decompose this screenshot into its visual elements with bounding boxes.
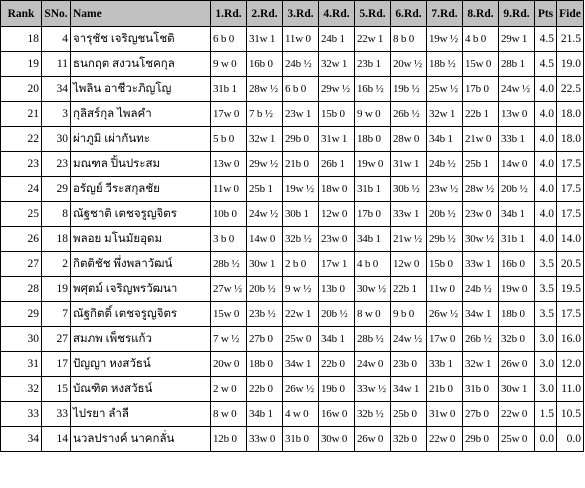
round-9-cell: 30w 1	[499, 377, 535, 402]
player-name-cell: ไพลิน อาชีวะภิญโญ	[71, 77, 211, 102]
sno-cell: 29	[42, 177, 71, 202]
player-name-cell: บัณฑิต หงสวัธน์	[71, 377, 211, 402]
sno-cell: 11	[42, 52, 71, 77]
points-cell: 4.0	[535, 77, 557, 102]
round-8-cell: 28w ½	[463, 177, 499, 202]
fide-cell: 17.5	[557, 202, 584, 227]
round-5-cell: 31b 1	[355, 177, 391, 202]
round-3-cell: 19w ½	[283, 177, 319, 202]
round-9-cell: 18b 0	[499, 302, 535, 327]
round-8-cell: 27b 0	[463, 402, 499, 427]
column-header-round-4: 4.Rd.	[319, 1, 355, 27]
sno-cell: 2	[42, 252, 71, 277]
sno-cell: 3	[42, 102, 71, 127]
round-5-cell: 32b ½	[355, 402, 391, 427]
sno-cell: 4	[42, 27, 71, 52]
round-2-cell: 30w 1	[247, 252, 283, 277]
points-cell: 3.0	[535, 327, 557, 352]
round-8-cell: 32w 1	[463, 352, 499, 377]
round-2-cell: 20b ½	[247, 277, 283, 302]
round-7-cell: 22w 0	[427, 427, 463, 452]
column-header-sno: SNo.	[42, 1, 71, 27]
round-7-cell: 24b ½	[427, 152, 463, 177]
rank-cell: 28	[1, 277, 42, 302]
round-3-cell: 29b 0	[283, 127, 319, 152]
rank-cell: 30	[1, 327, 42, 352]
sno-cell: 27	[42, 327, 71, 352]
sno-cell: 18	[42, 227, 71, 252]
round-6-cell: 8 b 0	[391, 27, 427, 52]
round-3-cell: 25w 0	[283, 327, 319, 352]
table-row	[1, 252, 584, 277]
round-1-cell: 17w 0	[211, 102, 247, 127]
round-7-cell: 29b ½	[427, 227, 463, 252]
rank-cell: 23	[1, 152, 42, 177]
round-4-cell: 19b 0	[319, 377, 355, 402]
round-8-cell: 15w 0	[463, 52, 499, 77]
points-cell: 4.0	[535, 102, 557, 127]
table-row	[1, 302, 584, 327]
table-row	[1, 27, 584, 52]
round-8-cell: 33w 1	[463, 252, 499, 277]
rank-cell: 32	[1, 377, 42, 402]
round-1-cell: 28b ½	[211, 252, 247, 277]
player-name-cell: ณัฐกิตติ์ เตชจรูญจิตร	[71, 302, 211, 327]
round-6-cell: 19b ½	[391, 77, 427, 102]
column-header-round-5: 5.Rd.	[355, 1, 391, 27]
round-6-cell: 12w 0	[391, 252, 427, 277]
table-row	[1, 102, 584, 127]
round-4-cell: 31w 1	[319, 127, 355, 152]
sno-cell: 8	[42, 202, 71, 227]
round-6-cell: 30b ½	[391, 177, 427, 202]
round-2-cell: 32w 1	[247, 127, 283, 152]
round-8-cell: 24b ½	[463, 277, 499, 302]
round-5-cell: 30w ½	[355, 277, 391, 302]
round-1-cell: 15w 0	[211, 302, 247, 327]
round-5-cell: 16b ½	[355, 77, 391, 102]
round-8-cell: 23w 0	[463, 202, 499, 227]
sno-cell: 15	[42, 377, 71, 402]
round-9-cell: 14w 0	[499, 152, 535, 177]
player-name-cell: ผ่าภูมิ เผ่ากันทะ	[71, 127, 211, 152]
round-4-cell: 22b 0	[319, 352, 355, 377]
round-6-cell: 21w ½	[391, 227, 427, 252]
round-1-cell: 13w 0	[211, 152, 247, 177]
column-header-pts: Pts	[535, 1, 557, 27]
round-6-cell: 33w 1	[391, 202, 427, 227]
fide-cell: 11.0	[557, 377, 584, 402]
round-4-cell: 15b 0	[319, 102, 355, 127]
points-cell: 4.0	[535, 127, 557, 152]
rank-cell: 24	[1, 177, 42, 202]
column-header-round-8: 8.Rd.	[463, 1, 499, 27]
round-1-cell: 7 w ½	[211, 327, 247, 352]
rank-cell: 29	[1, 302, 42, 327]
round-4-cell: 24b 1	[319, 27, 355, 52]
fide-cell: 16.0	[557, 327, 584, 352]
fide-cell: 18.0	[557, 102, 584, 127]
fide-cell: 17.5	[557, 177, 584, 202]
round-8-cell: 26b ½	[463, 327, 499, 352]
round-1-cell: 12b 0	[211, 427, 247, 452]
round-8-cell: 29b 0	[463, 427, 499, 452]
round-9-cell: 19w 0	[499, 277, 535, 302]
round-2-cell: 33w 0	[247, 427, 283, 452]
round-6-cell: 34w 1	[391, 377, 427, 402]
round-3-cell: 4 w 0	[283, 402, 319, 427]
player-name-cell: มณฑล ปิ้นประสม	[71, 152, 211, 177]
round-9-cell: 16b 0	[499, 252, 535, 277]
round-7-cell: 21b 0	[427, 377, 463, 402]
round-6-cell: 26b ½	[391, 102, 427, 127]
column-header-round-9: 9.Rd.	[499, 1, 535, 27]
round-9-cell: 29w 1	[499, 27, 535, 52]
round-3-cell: 23w 1	[283, 102, 319, 127]
round-4-cell: 13b 0	[319, 277, 355, 302]
round-3-cell: 32b ½	[283, 227, 319, 252]
round-6-cell: 25b 0	[391, 402, 427, 427]
table-row	[1, 352, 584, 377]
round-6-cell: 9 b 0	[391, 302, 427, 327]
table-row	[1, 202, 584, 227]
round-3-cell: 9 w ½	[283, 277, 319, 302]
fide-cell: 17.5	[557, 152, 584, 177]
fide-cell: 20.5	[557, 252, 584, 277]
round-9-cell: 22w 0	[499, 402, 535, 427]
fide-cell: 22.5	[557, 77, 584, 102]
fide-cell: 19.5	[557, 277, 584, 302]
points-cell: 3.0	[535, 352, 557, 377]
sno-cell: 7	[42, 302, 71, 327]
column-header-round-2: 2.Rd.	[247, 1, 283, 27]
rank-cell: 27	[1, 252, 42, 277]
table-row	[1, 152, 584, 177]
round-2-cell: 18b 0	[247, 352, 283, 377]
round-1-cell: 2 w 0	[211, 377, 247, 402]
round-2-cell: 7 b ½	[247, 102, 283, 127]
sno-cell: 14	[42, 427, 71, 452]
round-4-cell: 20b ½	[319, 302, 355, 327]
round-5-cell: 19w 0	[355, 152, 391, 177]
player-name-cell: ปัญญา หงสวัธน์	[71, 352, 211, 377]
round-2-cell: 16b 0	[247, 52, 283, 77]
round-7-cell: 18b ½	[427, 52, 463, 77]
fide-cell: 21.5	[557, 27, 584, 52]
round-8-cell: 31b 0	[463, 377, 499, 402]
round-6-cell: 31w 1	[391, 152, 427, 177]
round-7-cell: 32w 1	[427, 102, 463, 127]
round-5-cell: 8 w 0	[355, 302, 391, 327]
column-header-round-1: 1.Rd.	[211, 1, 247, 27]
table-row	[1, 177, 584, 202]
round-5-cell: 9 w 0	[355, 102, 391, 127]
column-header-fide: Fide	[557, 1, 584, 27]
player-name-cell: สมภพ เพ็ชรแก้ว	[71, 327, 211, 352]
round-2-cell: 23b ½	[247, 302, 283, 327]
round-5-cell: 23b 1	[355, 52, 391, 77]
sno-cell: 23	[42, 152, 71, 177]
round-2-cell: 31w 1	[247, 27, 283, 52]
round-3-cell: 6 b 0	[283, 77, 319, 102]
points-cell: 4.0	[535, 202, 557, 227]
round-6-cell: 20w ½	[391, 52, 427, 77]
round-2-cell: 22b 0	[247, 377, 283, 402]
round-9-cell: 24w ½	[499, 77, 535, 102]
points-cell: 1.5	[535, 402, 557, 427]
round-7-cell: 11w 0	[427, 277, 463, 302]
column-header-rank: Rank	[1, 1, 42, 27]
rank-cell: 25	[1, 202, 42, 227]
round-9-cell: 25w 0	[499, 427, 535, 452]
points-cell: 4.0	[535, 177, 557, 202]
round-9-cell: 33b 1	[499, 127, 535, 152]
round-5-cell: 34b 1	[355, 227, 391, 252]
fide-cell: 10.5	[557, 402, 584, 427]
round-3-cell: 21b 0	[283, 152, 319, 177]
round-5-cell: 18b 0	[355, 127, 391, 152]
table-row	[1, 277, 584, 302]
round-8-cell: 30w ½	[463, 227, 499, 252]
round-1-cell: 9 w 0	[211, 52, 247, 77]
round-7-cell: 19w ½	[427, 27, 463, 52]
rank-cell: 34	[1, 427, 42, 452]
round-4-cell: 32w 1	[319, 52, 355, 77]
round-3-cell: 34w 1	[283, 352, 319, 377]
round-3-cell: 26w ½	[283, 377, 319, 402]
round-1-cell: 3 b 0	[211, 227, 247, 252]
round-1-cell: 5 b 0	[211, 127, 247, 152]
round-5-cell: 4 b 0	[355, 252, 391, 277]
fide-cell: 0.0	[557, 427, 584, 452]
sno-cell: 30	[42, 127, 71, 152]
column-header-name: Name	[71, 1, 211, 27]
table-row	[1, 402, 584, 427]
sno-cell: 33	[42, 402, 71, 427]
round-9-cell: 26w 0	[499, 352, 535, 377]
round-4-cell: 17w 1	[319, 252, 355, 277]
round-4-cell: 34b 1	[319, 327, 355, 352]
column-header-round-6: 6.Rd.	[391, 1, 427, 27]
player-name-cell: จารุชัช เจริญชนโชติ	[71, 27, 211, 52]
table-body	[1, 27, 584, 452]
round-7-cell: 15b 0	[427, 252, 463, 277]
points-cell: 3.0	[535, 377, 557, 402]
player-name-cell: พศุตม์ เจริญพรวัฒนา	[71, 277, 211, 302]
round-9-cell: 32b 0	[499, 327, 535, 352]
round-5-cell: 33w ½	[355, 377, 391, 402]
rank-cell: 26	[1, 227, 42, 252]
round-4-cell: 23w 0	[319, 227, 355, 252]
rank-cell: 22	[1, 127, 42, 152]
player-name-cell: กิตติชัช พึ่งพลาวัฒน์	[71, 252, 211, 277]
points-cell: 3.5	[535, 302, 557, 327]
player-name-cell: อรัญย์ วีระสกุลชัย	[71, 177, 211, 202]
fide-cell: 19.0	[557, 52, 584, 77]
round-3-cell: 24b ½	[283, 52, 319, 77]
round-8-cell: 25b 1	[463, 152, 499, 177]
round-5-cell: 26w 0	[355, 427, 391, 452]
round-3-cell: 30b 1	[283, 202, 319, 227]
rank-cell: 20	[1, 77, 42, 102]
column-header-round-7: 7.Rd.	[427, 1, 463, 27]
round-6-cell: 22b 1	[391, 277, 427, 302]
round-3-cell: 31b 0	[283, 427, 319, 452]
player-name-cell: ณัฐชาติ เตชจรูญจิตร	[71, 202, 211, 227]
table-row	[1, 227, 584, 252]
round-8-cell: 4 b 0	[463, 27, 499, 52]
round-1-cell: 20w 0	[211, 352, 247, 377]
points-cell: 4.5	[535, 27, 557, 52]
round-3-cell: 2 b 0	[283, 252, 319, 277]
round-4-cell: 12w 0	[319, 202, 355, 227]
rank-cell: 19	[1, 52, 42, 77]
round-5-cell: 22w 1	[355, 27, 391, 52]
round-2-cell: 34b 1	[247, 402, 283, 427]
fide-cell: 17.5	[557, 302, 584, 327]
rank-cell: 21	[1, 102, 42, 127]
round-9-cell: 20b ½	[499, 177, 535, 202]
round-6-cell: 24w ½	[391, 327, 427, 352]
fide-cell: 12.0	[557, 352, 584, 377]
round-8-cell: 22b 1	[463, 102, 499, 127]
round-9-cell: 13w 0	[499, 102, 535, 127]
sno-cell: 19	[42, 277, 71, 302]
table-row	[1, 77, 584, 102]
round-4-cell: 16w 0	[319, 402, 355, 427]
rank-cell: 18	[1, 27, 42, 52]
points-cell: 4.0	[535, 227, 557, 252]
round-1-cell: 31b 1	[211, 77, 247, 102]
round-2-cell: 28w ½	[247, 77, 283, 102]
player-name-cell: ไปรยา ลำลี	[71, 402, 211, 427]
table-row	[1, 52, 584, 77]
points-cell: 4.0	[535, 152, 557, 177]
round-3-cell: 22w 1	[283, 302, 319, 327]
table-row	[1, 127, 584, 152]
round-8-cell: 17b 0	[463, 77, 499, 102]
column-header-round-3: 3.Rd.	[283, 1, 319, 27]
player-name-cell: นวลปรางค์ นาคกลั่น	[71, 427, 211, 452]
round-6-cell: 28w 0	[391, 127, 427, 152]
round-5-cell: 17b 0	[355, 202, 391, 227]
round-5-cell: 28b ½	[355, 327, 391, 352]
round-5-cell: 24w 0	[355, 352, 391, 377]
round-4-cell: 26b 1	[319, 152, 355, 177]
sno-cell: 34	[42, 77, 71, 102]
points-cell: 3.5	[535, 277, 557, 302]
round-9-cell: 31b 1	[499, 227, 535, 252]
round-1-cell: 27w ½	[211, 277, 247, 302]
round-7-cell: 23w ½	[427, 177, 463, 202]
round-1-cell: 8 w 0	[211, 402, 247, 427]
table-header-row	[1, 1, 584, 27]
round-1-cell: 6 b 0	[211, 27, 247, 52]
round-4-cell: 30w 0	[319, 427, 355, 452]
round-1-cell: 11w 0	[211, 177, 247, 202]
round-3-cell: 11w 0	[283, 27, 319, 52]
round-7-cell: 34b 1	[427, 127, 463, 152]
round-7-cell: 33b 1	[427, 352, 463, 377]
round-9-cell: 28b 1	[499, 52, 535, 77]
table-row	[1, 377, 584, 402]
round-2-cell: 27b 0	[247, 327, 283, 352]
round-2-cell: 25b 1	[247, 177, 283, 202]
round-8-cell: 21w 0	[463, 127, 499, 152]
round-7-cell: 20b ½	[427, 202, 463, 227]
player-name-cell: กุลิสร์กุล ไพลคำ	[71, 102, 211, 127]
table-row	[1, 427, 584, 452]
round-7-cell: 26w ½	[427, 302, 463, 327]
table-row	[1, 327, 584, 352]
player-name-cell: พลอย มโนมัยอุดม	[71, 227, 211, 252]
sno-cell: 17	[42, 352, 71, 377]
round-2-cell: 24w ½	[247, 202, 283, 227]
round-7-cell: 25w ½	[427, 77, 463, 102]
round-1-cell: 10b 0	[211, 202, 247, 227]
round-2-cell: 14w 0	[247, 227, 283, 252]
round-7-cell: 17w 0	[427, 327, 463, 352]
round-4-cell: 18w 0	[319, 177, 355, 202]
round-8-cell: 34w 1	[463, 302, 499, 327]
points-cell: 0.0	[535, 427, 557, 452]
round-4-cell: 29w ½	[319, 77, 355, 102]
fide-cell: 18.0	[557, 127, 584, 152]
player-name-cell: ธนกฤต สงวนโชคกุล	[71, 52, 211, 77]
round-2-cell: 29w ½	[247, 152, 283, 177]
round-6-cell: 32b 0	[391, 427, 427, 452]
round-9-cell: 34b 1	[499, 202, 535, 227]
points-cell: 3.5	[535, 252, 557, 277]
rank-cell: 33	[1, 402, 42, 427]
round-7-cell: 31w 0	[427, 402, 463, 427]
fide-cell: 14.0	[557, 227, 584, 252]
points-cell: 4.5	[535, 52, 557, 77]
round-6-cell: 23b 0	[391, 352, 427, 377]
rank-cell: 31	[1, 352, 42, 377]
